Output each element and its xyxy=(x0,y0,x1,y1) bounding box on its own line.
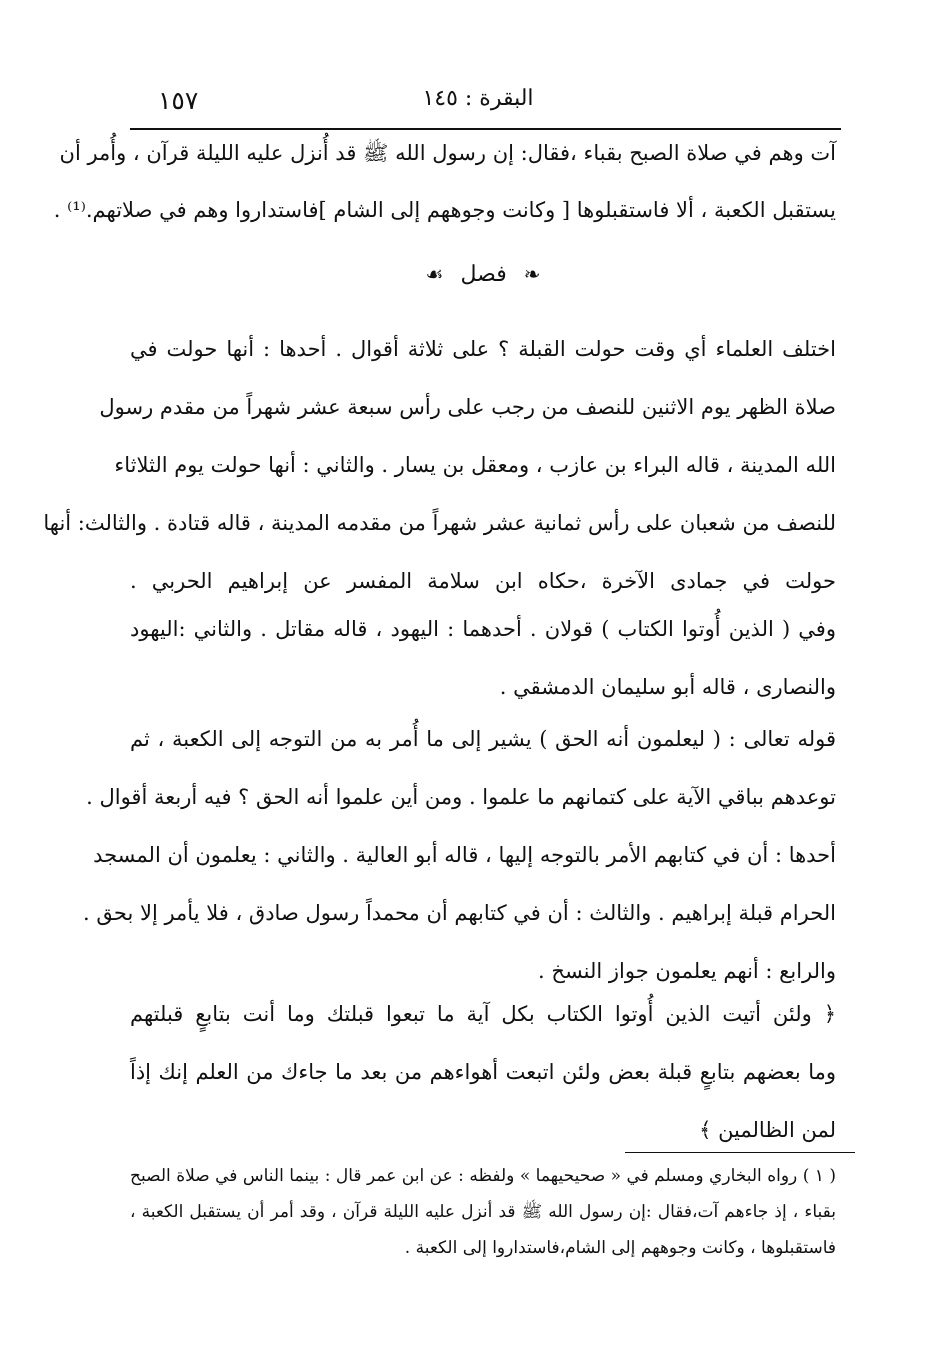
text-line: حولت في جمادى الآخرة ،حكاه ابن سلامة المفسر عن إبراهيم الحربي . xyxy=(130,569,836,593)
text-line: اختلف العلماء أي وقت حولت القبلة ؟ على ثلاثة أقوال . أحدها : أنها حولت في xyxy=(130,337,836,361)
footnote-line: بقباء ، إذ جاءهم آت،فقال :إن رسول الله ﷺ قد أنزل عليه الليلة قرآن ، وقد أمر أن يستقبل الكعبة ، xyxy=(130,1202,836,1222)
running-title: البقرة : ١٤٥ xyxy=(422,86,534,111)
footnote-line: فاستقبلوها ، وكانت وجوههم إلى الشام،فاستداروا إلى الكعبة . xyxy=(404,1238,836,1258)
paragraph-they-know xyxy=(83,710,836,1000)
text-line: وما بعضهم بتابعٍ قبلة بعض ولئن اتبعت أهواءهم من بعد ما جاءك من العلم إنك إذاً xyxy=(130,1060,836,1084)
section-heading xyxy=(130,262,836,287)
footnote-rule xyxy=(625,1152,855,1153)
text-line: توعدهم بباقي الآية على كتمانهم ما علموا . ومن أين علموا أنه الحق ؟ فيه أربعة أقوال . xyxy=(86,785,836,809)
text-line: الحرام قبلة إبراهيم . والثالث : أن في كتابهم أن محمداً رسول صادق ، فلا يأمر إلا بحق . xyxy=(83,901,836,925)
paragraph-people-of-book xyxy=(130,600,836,716)
text-line: وفي ( الذين أُوتوا الكتاب ) قولان . أحدهما : اليهود ، قاله مقاتل . والثاني :اليهود xyxy=(130,617,836,641)
text-line: قوله تعالى : ( ليعلمون أنه الحق ) يشير إلى ما أُمر به من التوجه إلى الكعبة ، ثم xyxy=(130,727,836,751)
text-line: لمن الظالمين ﴾ xyxy=(699,1118,836,1142)
ornament-right-icon: ☙ xyxy=(425,262,444,286)
text-line: الله المدينة ، قاله البراء بن عازب ، ومعقل بن يسار . والثاني : أنها حولت يوم الثلاثاء xyxy=(114,453,836,477)
footnotes xyxy=(130,1158,836,1266)
text-line: والنصارى ، قاله أبو سليمان الدمشقي . xyxy=(499,675,836,699)
text-line: يستقبل الكعبة ، ألا فاستقبلوها [ وكانت وجوههم إلى الشام ]فاستداروا وهم في صلاتهم.⁽¹⁾ . xyxy=(53,198,836,222)
ornament-left-icon: ❧ xyxy=(523,262,541,286)
paragraph-qibla-timing xyxy=(43,320,836,610)
footnote-line: ( ١ ) رواه البخاري ومسلم في « صحيحيهما » ولفظه : عن ابن عمر قال : بينما الناس في صلاة الصبح xyxy=(130,1166,836,1186)
text-line: للنصف من شعبان على رأس ثمانية عشر شهراً من مقدمه المدينة ، قاله قتادة . والثالث: أنها xyxy=(43,511,836,535)
text-line: ﴿ ولئن أتيت الذين أُوتوا الكتاب بكل آية ما تبعوا قبلتك وما أنت بتابعٍ قبلتهم xyxy=(130,1002,836,1026)
text-line: والرابع : أنهم يعلمون جواز النسخ . xyxy=(538,959,836,983)
text-line: آت وهم في صلاة الصبح بقباء ،فقال: إن رسول الله ﷺ قد أُنزل عليه الليلة قرآن ، وأُمر أن xyxy=(59,141,836,165)
section-heading-text: فصل xyxy=(460,262,507,287)
main-text xyxy=(43,0,836,1150)
text-line: صلاة الظهر يوم الاثنين للنصف من رجب على رأس سبعة عشر شهراً من مقدم رسول xyxy=(99,395,836,419)
quran-verse xyxy=(130,985,836,1159)
text-line: أحدها : أن في كتابهم الأمر بالتوجه إليها ، قاله أبو العالية . والثاني : يعلمون أن المسجد xyxy=(93,843,836,867)
page-number: ١٥٧ xyxy=(158,86,199,115)
